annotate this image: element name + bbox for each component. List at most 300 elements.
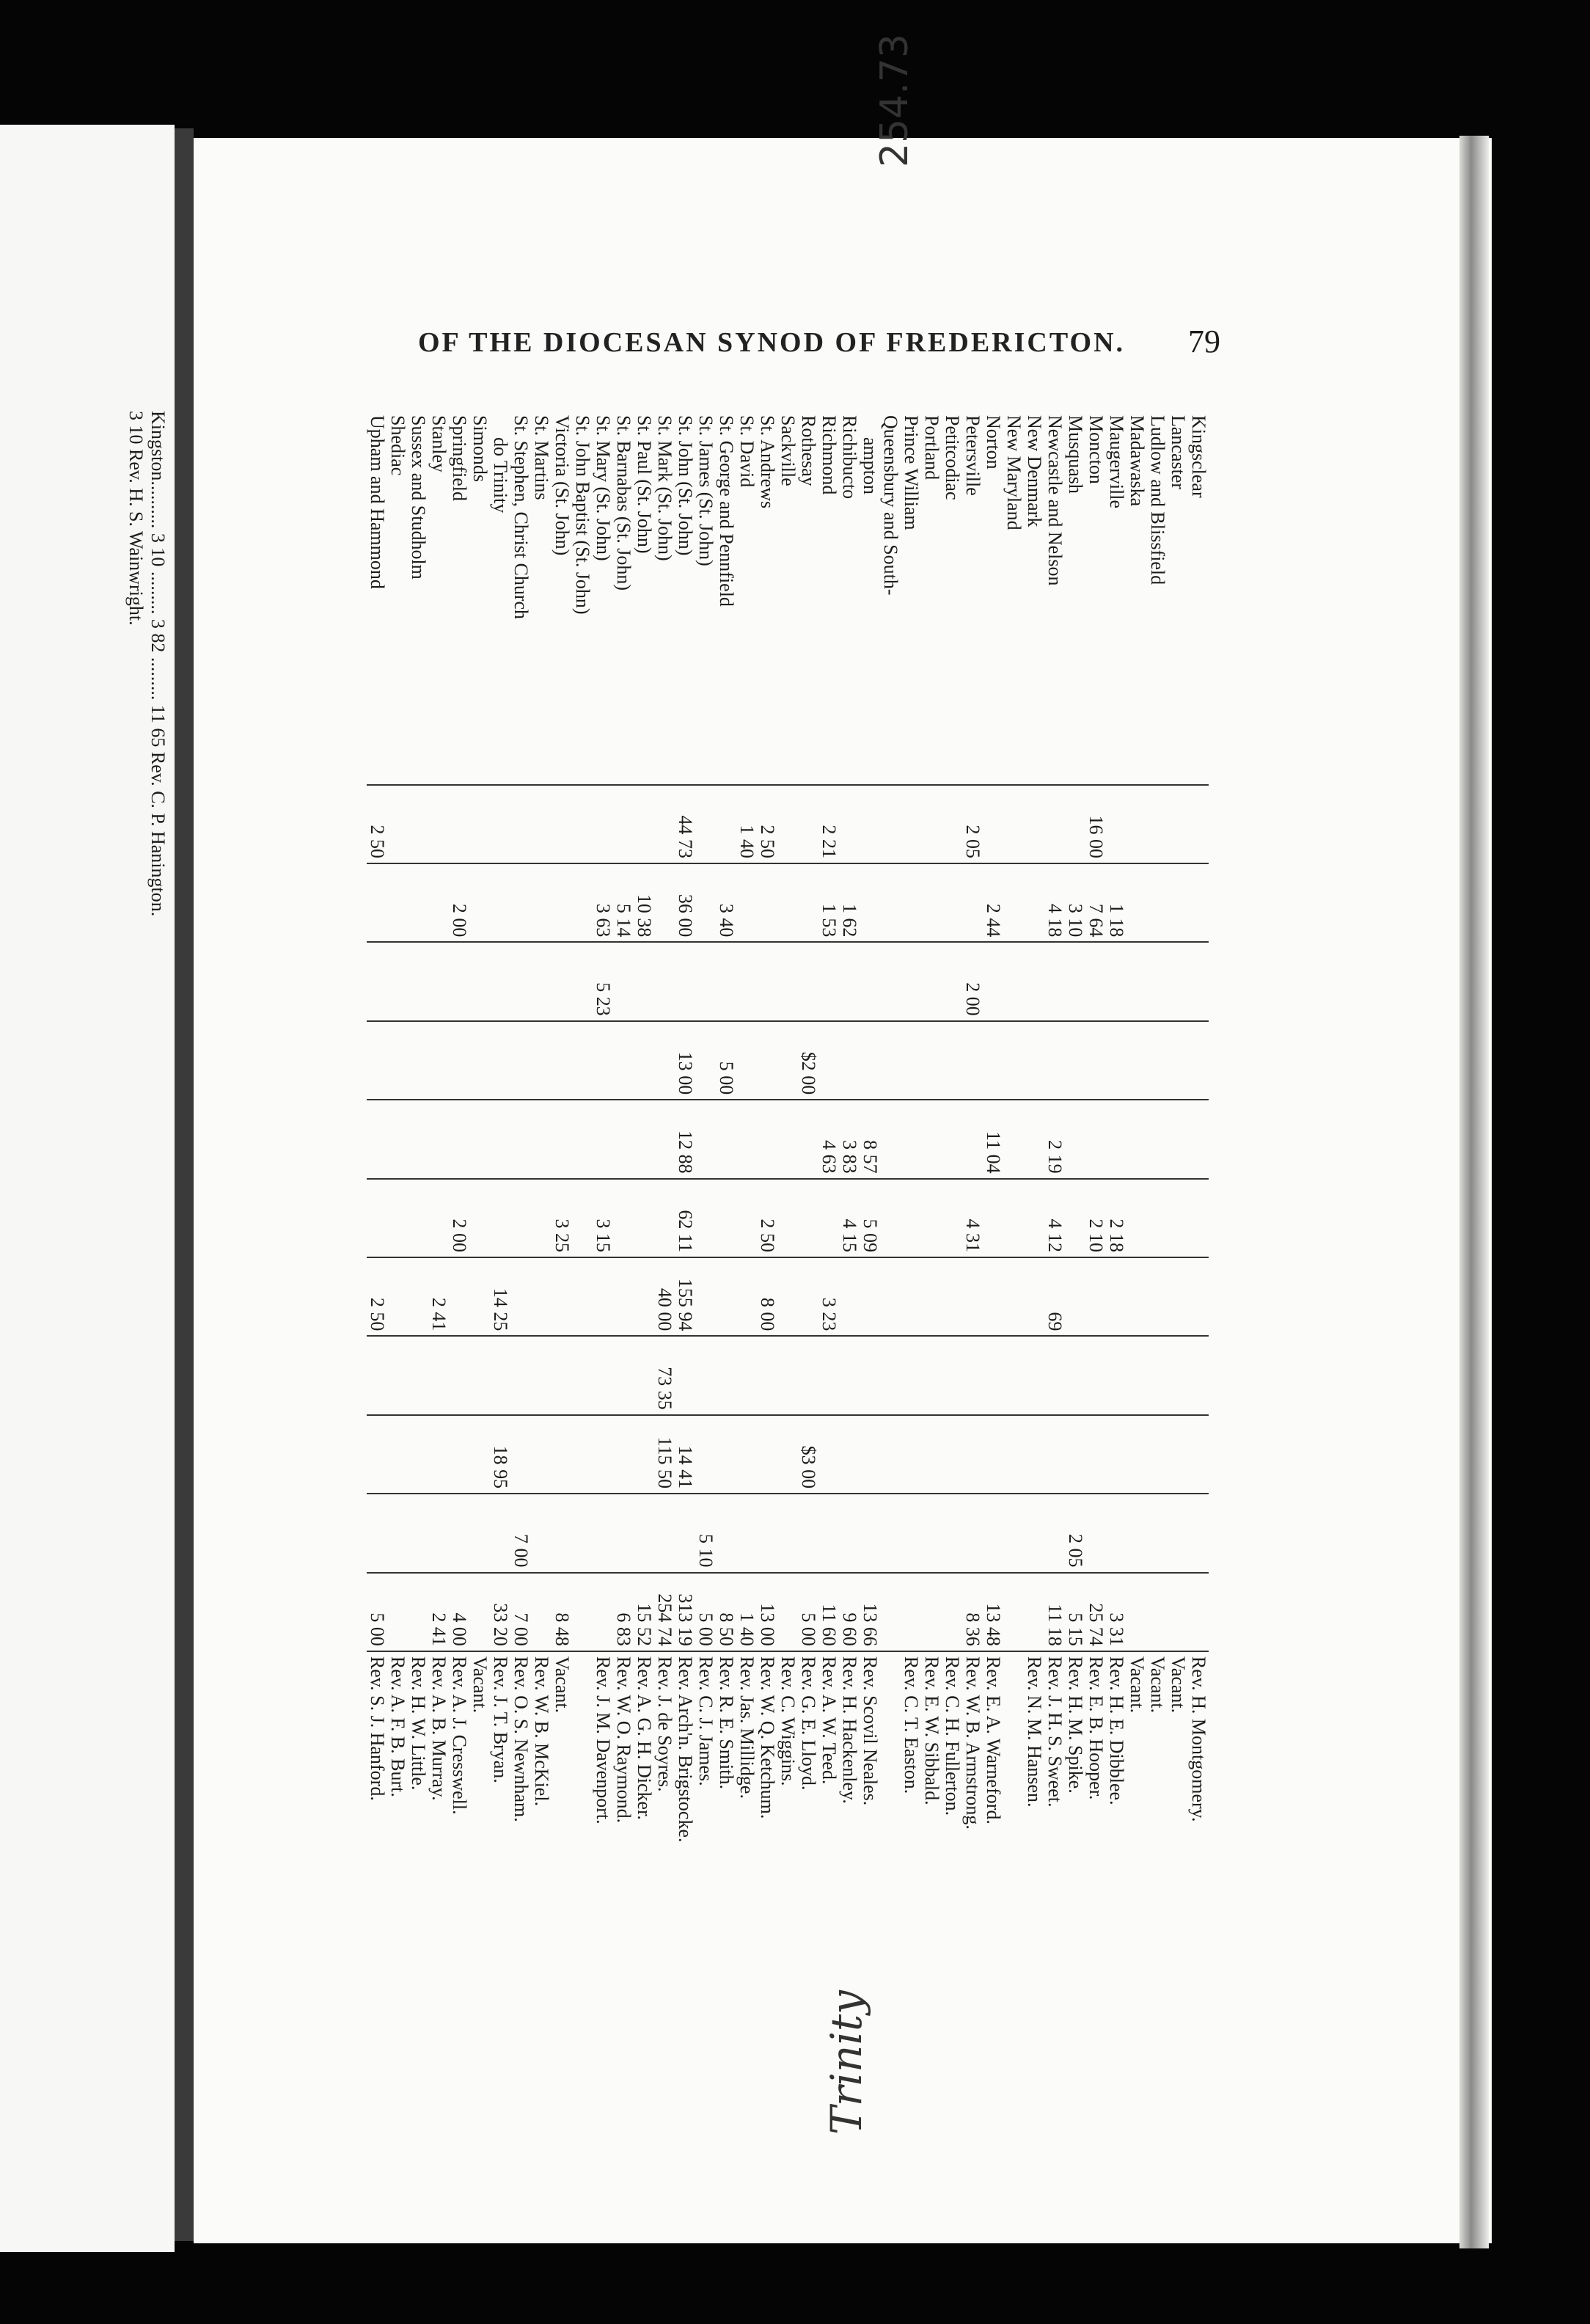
amount-cell: [736, 1100, 757, 1178]
amount-cell: [880, 1257, 901, 1336]
amount-cell: [716, 1415, 736, 1494]
parish-name: St. Barnabas (St. John): [613, 415, 634, 591]
amount-cell: [408, 863, 428, 942]
amount-cell: [572, 1021, 593, 1100]
amount-cell: [531, 1100, 552, 1178]
amount-cell: [695, 1179, 716, 1257]
amount-cell: [1126, 1336, 1147, 1414]
amount-cell: [921, 1257, 942, 1336]
clergy-name: Rev. H. M. Spike.: [1065, 1651, 1085, 1988]
table-row: [901, 411, 921, 1988]
amount-cell: 73 35: [654, 1336, 675, 1414]
amount-cell: [654, 1021, 675, 1100]
amount-cell: [408, 1573, 428, 1651]
amount-cell: [490, 1100, 510, 1178]
amount-cell: [1024, 1021, 1044, 1100]
amount-cell: [1044, 1021, 1065, 1100]
amount-cell: [860, 1415, 880, 1494]
table-row: [387, 411, 408, 1988]
amount-cell: [1147, 1573, 1168, 1651]
amount-cell: 5 00: [798, 1573, 818, 1651]
table-row: [1024, 411, 1044, 1988]
amount-cell: [1044, 1494, 1065, 1572]
amount-cell: [818, 942, 839, 1020]
table-row: [593, 411, 613, 1988]
amount-cell: [613, 1415, 634, 1494]
amount-cell: [1044, 942, 1065, 1020]
amount-cell: [1024, 1336, 1044, 1414]
amount-cell: [880, 1415, 901, 1494]
amount-cell: 5 09: [860, 1179, 880, 1257]
clergy-name: Rev. Scovil Neales.: [860, 1651, 880, 1988]
amount-cell: 18 95: [490, 1415, 510, 1494]
amount-cell: [860, 1021, 880, 1100]
amount-cell: [942, 1179, 962, 1257]
amount-cell: 1 40: [736, 785, 757, 863]
amount-cell: [1126, 1415, 1147, 1494]
amount-cell: [1085, 1336, 1106, 1414]
clergy-name: Rev. H. Montgomery.: [1188, 1651, 1209, 1988]
amount-cell: [1024, 1257, 1044, 1336]
amount-cell: [552, 785, 572, 863]
amount-cell: [901, 785, 921, 863]
amount-cell: [552, 1336, 572, 1414]
amount-cell: 8 57: [860, 1100, 880, 1178]
amount-cell: 2 10: [1085, 1179, 1106, 1257]
amount-cell: [839, 1021, 860, 1100]
amount-cell: [1024, 863, 1044, 942]
page-edge: [1459, 136, 1489, 2248]
amount-cell: 2 19: [1044, 1100, 1065, 1178]
amount-cell: [449, 942, 469, 1020]
amount-cell: [736, 1021, 757, 1100]
clergy-name: Rev. C. H. Fullerton.: [942, 1651, 962, 1988]
amount-cell: [1188, 1415, 1209, 1494]
amount-cell: [798, 1494, 818, 1572]
amount-cell: [1085, 1415, 1106, 1494]
parish-name: Ludlow and Blissfield: [1147, 415, 1168, 585]
amount-cell: [654, 942, 675, 1020]
amount-cell: [449, 1100, 469, 1178]
amount-cell: [1126, 1021, 1147, 1100]
amount-cell: [757, 1336, 777, 1414]
amount-cell: [552, 1257, 572, 1336]
amount-cell: [531, 1573, 552, 1651]
amount-cell: [490, 1494, 510, 1572]
amount-cell: [1168, 1021, 1188, 1100]
clergy-name: Rev. W. O. Raymond.: [613, 1651, 634, 1988]
table-row: [777, 411, 798, 1988]
amount-cell: [1126, 785, 1147, 863]
page-number: 79: [1188, 324, 1220, 359]
amount-cell: [880, 1494, 901, 1572]
table-row: [860, 411, 880, 1988]
parish-name: Richmond: [818, 415, 840, 495]
amount-cell: [1065, 942, 1085, 1020]
amount-cell: [408, 1494, 428, 1572]
amount-cell: [839, 1336, 860, 1414]
clergy-name: Rev. W. B. Armstrong.: [962, 1651, 983, 1988]
amount-cell: 2 50: [367, 785, 387, 863]
amount-cell: [675, 1494, 695, 1572]
amount-cell: [469, 942, 490, 1020]
amount-cell: [634, 1336, 654, 1414]
amount-cell: [572, 1573, 593, 1651]
amount-cell: [367, 1336, 387, 1414]
clergy-name: Rev. W. B. McKiel.: [531, 1651, 552, 1988]
amount-cell: [531, 1257, 552, 1336]
amount-cell: [921, 785, 942, 863]
clergy-name: Rev. J. H. S. Sweet.: [1044, 1651, 1065, 1988]
amount-cell: [367, 1100, 387, 1178]
table-row: [962, 411, 983, 1988]
amount-cell: [510, 1336, 531, 1414]
amount-cell: [387, 785, 408, 863]
amount-cell: [716, 1257, 736, 1336]
amount-cell: [613, 1494, 634, 1572]
amount-cell: [777, 1494, 798, 1572]
parish-name: Springfield: [449, 415, 470, 501]
running-header: OF THE DIOCESAN SYNOD OF FREDERICTON.: [418, 327, 1126, 358]
table-row: [1188, 411, 1209, 1988]
table-row: [449, 411, 469, 1988]
amount-cell: 14 25: [490, 1257, 510, 1336]
amount-cell: [777, 942, 798, 1020]
table-row: [1147, 411, 1168, 1988]
amount-cell: [860, 785, 880, 863]
amount-cell: [983, 1257, 1003, 1336]
amount-cell: [1003, 1257, 1024, 1336]
amount-cell: [675, 1336, 695, 1414]
amount-cell: [490, 1179, 510, 1257]
clergy-name: Rev. S. J. Hanford.: [367, 1651, 387, 1988]
amount-cell: [1106, 942, 1126, 1020]
table-row: [1085, 411, 1106, 1988]
amount-cell: 1 53: [818, 863, 839, 942]
amount-cell: [1188, 1021, 1209, 1100]
amount-cell: [1188, 1100, 1209, 1178]
clergy-name: Rev. C. T. Easton.: [901, 1651, 921, 1988]
amount-cell: [449, 1415, 469, 1494]
parish-name: St. Mary (St. John): [593, 415, 614, 561]
amount-cell: [510, 1179, 531, 1257]
amount-cell: [942, 785, 962, 863]
amount-cell: [1024, 942, 1044, 1020]
amount-cell: 16 00: [1085, 785, 1106, 863]
amount-cell: [1147, 1179, 1168, 1257]
book-gutter: [175, 128, 194, 2241]
table-row: [839, 411, 860, 1988]
table-row: [1168, 411, 1188, 1988]
amount-cell: 36 00: [675, 863, 695, 942]
amount-cell: [716, 1100, 736, 1178]
amount-cell: [367, 942, 387, 1020]
table-row: [798, 411, 818, 1988]
clergy-name: Rev. E. W. Sibbald.: [921, 1651, 942, 1988]
amount-cell: [983, 942, 1003, 1020]
amount-cell: [1106, 1257, 1126, 1336]
amount-cell: [736, 863, 757, 942]
amount-cell: [408, 1179, 428, 1257]
amount-cell: [839, 942, 860, 1020]
amount-cell: [777, 1021, 798, 1100]
amount-cell: [552, 1021, 572, 1100]
amount-cell: [880, 1573, 901, 1651]
amount-cell: [962, 1415, 983, 1494]
table-row: [818, 411, 839, 1988]
amount-cell: [1065, 1257, 1085, 1336]
amount-cell: [572, 1336, 593, 1414]
amount-cell: 1 18: [1106, 863, 1126, 942]
clergy-name: Rev. Jas. Millidge.: [736, 1651, 757, 1988]
amount-cell: [1147, 942, 1168, 1020]
clergy-name: Rev. J. T. Bryan.: [490, 1651, 510, 1988]
amount-cell: [1106, 1336, 1126, 1414]
amount-cell: [962, 1021, 983, 1100]
amount-cell: 2 18: [1106, 1179, 1126, 1257]
amount-cell: [942, 942, 962, 1020]
amount-cell: [983, 785, 1003, 863]
amount-cell: 10 38: [634, 863, 654, 942]
amount-cell: 11 18: [1044, 1573, 1065, 1651]
table-row: [1065, 411, 1085, 1988]
parish-name: St. Andrews: [757, 415, 778, 509]
amount-cell: [962, 1336, 983, 1414]
amount-cell: [942, 1100, 962, 1178]
amount-cell: [757, 1494, 777, 1572]
amount-cell: [818, 1179, 839, 1257]
amount-cell: 2 21: [818, 785, 839, 863]
amount-cell: [777, 1573, 798, 1651]
amount-cell: [983, 1415, 1003, 1494]
amount-cell: [1188, 1494, 1209, 1572]
clergy-name: Vacant.: [469, 1651, 490, 1988]
amount-cell: [880, 863, 901, 942]
amount-cell: [428, 1336, 449, 1414]
table-row: [1126, 411, 1147, 1988]
amount-cell: [839, 785, 860, 863]
amount-cell: 3 63: [593, 863, 613, 942]
amount-cell: [531, 1021, 552, 1100]
amount-cell: [552, 863, 572, 942]
amount-cell: 3 15: [593, 1179, 613, 1257]
amount-cell: [428, 1415, 449, 1494]
amount-cell: 2 50: [757, 1179, 777, 1257]
amount-cell: [1065, 1415, 1085, 1494]
amount-cell: [634, 1415, 654, 1494]
amount-cell: 8 00: [757, 1257, 777, 1336]
left-page-line: Kingston.......... 3 10 ......... 3 82 ......... 11 65 Rev. C. P. Hanington.: [147, 411, 169, 917]
amount-cell: [593, 1415, 613, 1494]
amount-cell: [634, 1100, 654, 1178]
amount-cell: [1003, 1415, 1024, 1494]
amount-cell: [1024, 785, 1044, 863]
amount-cell: 33 20: [490, 1573, 510, 1651]
amount-cell: [510, 942, 531, 1020]
amount-cell: 14 41: [675, 1415, 695, 1494]
amount-cell: [654, 785, 675, 863]
table-row: [1106, 411, 1126, 1988]
amount-cell: [1003, 942, 1024, 1020]
amount-cell: [1147, 863, 1168, 942]
amount-cell: [695, 785, 716, 863]
table-row: [613, 411, 634, 1988]
amount-cell: 2 05: [962, 785, 983, 863]
amount-cell: 6 83: [613, 1573, 634, 1651]
amount-cell: [552, 942, 572, 1020]
amount-cell: 13 48: [983, 1573, 1003, 1651]
amount-cell: 3 25: [552, 1179, 572, 1257]
amount-cell: [1188, 1336, 1209, 1414]
amount-cell: [757, 1415, 777, 1494]
clergy-name: Rev. A. F. B. Burt.: [387, 1651, 408, 1988]
amount-cell: [428, 1494, 449, 1572]
amount-cell: [1147, 1336, 1168, 1414]
amount-cell: [593, 785, 613, 863]
amount-cell: [901, 1021, 921, 1100]
amount-cell: [716, 1336, 736, 1414]
amount-cell: [860, 942, 880, 1020]
amount-cell: [1085, 942, 1106, 1020]
amount-cell: 115 50: [654, 1415, 675, 1494]
amount-cell: [387, 1494, 408, 1572]
amount-cell: [490, 863, 510, 942]
clergy-name: [1003, 1651, 1024, 1988]
amount-cell: [716, 1494, 736, 1572]
amount-cell: [469, 1415, 490, 1494]
amount-cell: 13 00: [757, 1573, 777, 1651]
amount-cell: [1003, 1179, 1024, 1257]
amount-cell: [798, 1179, 818, 1257]
parish-name: Queensbury and South-: [880, 415, 901, 596]
amount-cell: [613, 1100, 634, 1178]
amount-cell: [1085, 1100, 1106, 1178]
amount-cell: [490, 1336, 510, 1414]
amount-cell: [798, 863, 818, 942]
parish-name: Upham and Hammond: [367, 415, 388, 589]
amount-cell: [408, 1415, 428, 1494]
amount-cell: [736, 1415, 757, 1494]
amount-cell: [387, 1336, 408, 1414]
amount-cell: [654, 1100, 675, 1178]
amount-cell: [860, 1494, 880, 1572]
amount-cell: [552, 1100, 572, 1178]
amount-cell: [572, 1100, 593, 1178]
amount-cell: [695, 1415, 716, 1494]
amount-cell: [736, 1179, 757, 1257]
clergy-name: Rev. H. E. Dibblee.: [1106, 1651, 1126, 1988]
amount-cell: [613, 1336, 634, 1414]
amount-cell: 2 00: [449, 1179, 469, 1257]
amount-cell: [1147, 785, 1168, 863]
amount-cell: [880, 785, 901, 863]
clergy-name: Vacant.: [552, 1651, 572, 1988]
clergy-name: Rev. W. Q. Ketchum.: [757, 1651, 777, 1988]
amount-cell: [798, 785, 818, 863]
amount-cell: [469, 785, 490, 863]
amount-cell: 11 04: [983, 1100, 1003, 1178]
table-row: [469, 411, 490, 1988]
amount-cell: $3 00: [798, 1415, 818, 1494]
amount-cell: [1024, 1179, 1044, 1257]
amount-cell: [1168, 1415, 1188, 1494]
amount-cell: [942, 1021, 962, 1100]
amount-cell: 8 36: [962, 1573, 983, 1651]
amount-cell: [736, 1336, 757, 1414]
amount-cell: 15 52: [634, 1573, 654, 1651]
clergy-name: Rev. H. W. Little.: [408, 1651, 428, 1988]
amount-cell: [839, 1415, 860, 1494]
amount-cell: 13 66: [860, 1573, 880, 1651]
amount-cell: [531, 1494, 552, 1572]
amount-cell: [531, 1336, 552, 1414]
amount-cell: [983, 1179, 1003, 1257]
amount-cell: [593, 1336, 613, 1414]
amount-cell: [962, 1494, 983, 1572]
amount-cell: [736, 1494, 757, 1572]
amount-cell: [1188, 785, 1209, 863]
amount-cell: [901, 1179, 921, 1257]
table-row: [552, 411, 572, 1988]
parish-contributions-table: [263, 411, 1209, 1988]
amount-cell: [901, 1336, 921, 1414]
amount-cell: [921, 1021, 942, 1100]
parish-name: St. David: [736, 415, 758, 488]
amount-cell: [921, 1494, 942, 1572]
clergy-name: Rev. C. J. James.: [695, 1651, 716, 1988]
amount-cell: [942, 1573, 962, 1651]
clergy-name: Rev. C. Wiggins.: [777, 1651, 798, 1988]
amount-cell: [469, 1179, 490, 1257]
parish-name: New Maryland: [1003, 415, 1025, 530]
amount-cell: [469, 1336, 490, 1414]
amount-cell: [1126, 1257, 1147, 1336]
amount-cell: [387, 942, 408, 1020]
amount-cell: 4 18: [1044, 863, 1065, 942]
amount-cell: [572, 1494, 593, 1572]
amount-cell: [449, 1021, 469, 1100]
amount-cell: 9 60: [839, 1573, 860, 1651]
amount-cell: [1168, 1257, 1188, 1336]
table-row: [490, 411, 510, 1988]
handwritten-trinity-note: Trinity: [821, 1990, 871, 2135]
amount-cell: 44 73: [675, 785, 695, 863]
amount-cell: [921, 1100, 942, 1178]
amount-cell: [572, 942, 593, 1020]
amount-cell: [1126, 1100, 1147, 1178]
amount-cell: [942, 1336, 962, 1414]
table-row: [654, 411, 675, 1988]
amount-cell: [818, 1494, 839, 1572]
amount-cell: [1168, 942, 1188, 1020]
table-row: [757, 411, 777, 1988]
amount-cell: [880, 1179, 901, 1257]
amount-cell: [1003, 1336, 1024, 1414]
table-row: [531, 411, 552, 1988]
amount-cell: [408, 1336, 428, 1414]
amount-cell: [1003, 863, 1024, 942]
amount-cell: [1106, 1494, 1126, 1572]
amount-cell: [777, 1415, 798, 1494]
amount-cell: [510, 1100, 531, 1178]
parish-name: Madawaska: [1126, 415, 1148, 507]
handwritten-margin-note: 254.73: [873, 34, 917, 167]
amount-cell: [901, 1257, 921, 1336]
amount-cell: [572, 1415, 593, 1494]
amount-cell: [1188, 863, 1209, 942]
clergy-name: Rev. R. E. Smith.: [716, 1651, 736, 1988]
amount-cell: [593, 1494, 613, 1572]
